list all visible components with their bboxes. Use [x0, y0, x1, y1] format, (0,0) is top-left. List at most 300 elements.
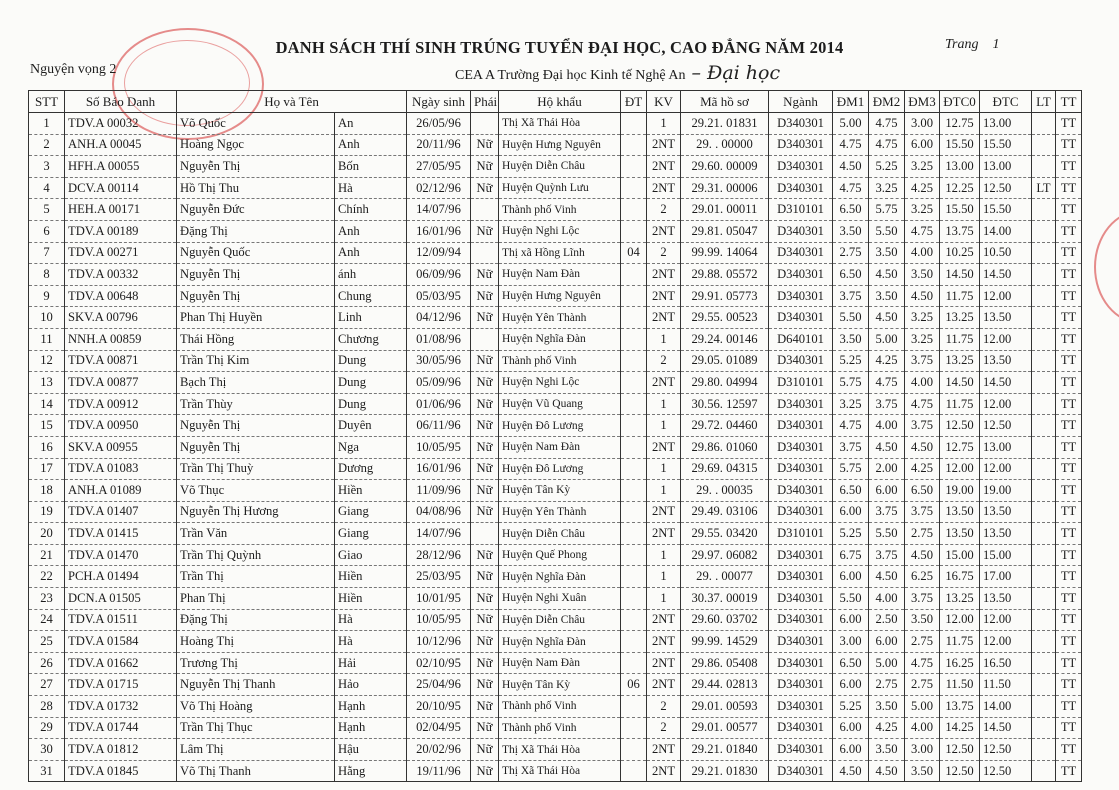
major-code-cell: D310101 [769, 523, 833, 545]
tt-flag-cell: TT [1056, 631, 1082, 653]
candidate-id-cell: HFH.A 00055 [65, 156, 177, 178]
stt-cell: 24 [29, 609, 65, 631]
candidate-id-cell: TDV.A 00871 [65, 350, 177, 372]
tt-flag-cell: TT [1056, 544, 1082, 566]
score-3-cell: 2.75 [905, 523, 940, 545]
residence-cell: Huyện Hưng Nguyên [499, 285, 621, 307]
region-cell: 1 [647, 566, 681, 588]
total-raw-cell: 19.00 [940, 480, 980, 502]
surname-middle-cell: Thái Hồng [177, 328, 335, 350]
residence-cell: Thành phố Vinh [499, 199, 621, 221]
region-cell: 2NT [647, 501, 681, 523]
score-2-cell: 3.75 [869, 393, 905, 415]
region-cell: 2NT [647, 134, 681, 156]
lt-flag-cell [1032, 264, 1056, 286]
total-raw-cell: 15.50 [940, 199, 980, 221]
region-cell: 2NT [647, 674, 681, 696]
score-1-cell: 6.75 [833, 544, 869, 566]
file-code-cell: 29.81. 05047 [681, 220, 769, 242]
residence-cell: Thị Xã Thái Hòa [499, 113, 621, 135]
priority-group-cell [621, 199, 647, 221]
header-lt-flag: LT [1032, 91, 1056, 113]
residence-cell: Huyện Hưng Nguyên [499, 134, 621, 156]
candidate-id-cell: PCH.A 01494 [65, 566, 177, 588]
tt-flag-cell: TT [1056, 113, 1082, 135]
stt-cell: 3 [29, 156, 65, 178]
priority-group-cell [621, 566, 647, 588]
total-cell: 12.50 [980, 739, 1032, 761]
priority-group-cell [621, 285, 647, 307]
given-name-cell: Duyên [335, 415, 407, 437]
surname-middle-cell: Hoàng Thị [177, 631, 335, 653]
residence-cell: Huyện Nam Đàn [499, 652, 621, 674]
score-2-cell: 4.75 [869, 113, 905, 135]
tt-flag-cell: TT [1056, 242, 1082, 264]
score-1-cell: 3.50 [833, 328, 869, 350]
file-code-cell: 29.88. 05572 [681, 264, 769, 286]
residence-cell: Huyện Nam Đàn [499, 436, 621, 458]
score-2-cell: 6.00 [869, 631, 905, 653]
score-2-cell: 5.50 [869, 220, 905, 242]
file-code-cell: 29.05. 01089 [681, 350, 769, 372]
tt-flag-cell: TT [1056, 652, 1082, 674]
given-name-cell: Hải [335, 652, 407, 674]
total-cell: 12.00 [980, 631, 1032, 653]
residence-cell: Huyện Nam Đàn [499, 264, 621, 286]
table-row [29, 285, 1082, 307]
surname-middle-cell: Trần Thị Thục [177, 717, 335, 739]
region-cell: 2 [647, 242, 681, 264]
surname-middle-cell: Trần Thị Quỳnh [177, 544, 335, 566]
major-code-cell: D340301 [769, 609, 833, 631]
residence-cell: Huyện Nghi Lộc [499, 372, 621, 394]
surname-middle-cell: Trương Thị [177, 652, 335, 674]
region-cell: 2NT [647, 760, 681, 782]
major-code-cell: D340301 [769, 696, 833, 718]
stt-cell: 13 [29, 372, 65, 394]
major-code-cell: D310101 [769, 199, 833, 221]
stt-cell: 18 [29, 480, 65, 502]
score-1-cell: 3.50 [833, 220, 869, 242]
score-3-cell: 3.25 [905, 156, 940, 178]
gender-cell: Nữ [471, 177, 499, 199]
tt-flag-cell: TT [1056, 156, 1082, 178]
score-3-cell: 6.25 [905, 566, 940, 588]
stt-cell: 4 [29, 177, 65, 199]
table-row [29, 458, 1082, 480]
tt-flag-cell: TT [1056, 760, 1082, 782]
candidate-id-cell: NNH.A 00859 [65, 328, 177, 350]
total-raw-cell: 16.25 [940, 652, 980, 674]
gender-cell: Nữ [471, 393, 499, 415]
candidate-id-cell: TDV.A 01584 [65, 631, 177, 653]
major-code-cell: D340301 [769, 544, 833, 566]
major-code-cell: D340301 [769, 177, 833, 199]
major-code-cell: D340301 [769, 739, 833, 761]
page-indicator [945, 37, 999, 53]
score-3-cell: 5.00 [905, 696, 940, 718]
table-row [29, 436, 1082, 458]
priority-group-cell [621, 609, 647, 631]
file-code-cell: 29.55. 00523 [681, 307, 769, 329]
surname-middle-cell: Đặng Thị [177, 220, 335, 242]
birth-date-cell: 25/04/96 [407, 674, 471, 696]
tt-flag-cell: TT [1056, 523, 1082, 545]
lt-flag-cell [1032, 285, 1056, 307]
birth-date-cell: 10/01/95 [407, 588, 471, 610]
surname-middle-cell: Võ Thị Hoàng [177, 696, 335, 718]
score-3-cell: 3.00 [905, 113, 940, 135]
candidate-id-cell: TDV.A 01083 [65, 458, 177, 480]
score-1-cell: 6.00 [833, 674, 869, 696]
total-raw-cell: 11.75 [940, 285, 980, 307]
file-code-cell: 29. . 00077 [681, 566, 769, 588]
priority-group-cell [621, 652, 647, 674]
total-raw-cell: 15.00 [940, 544, 980, 566]
tt-flag-cell: TT [1056, 199, 1082, 221]
candidate-id-cell: TDV.A 00032 [65, 113, 177, 135]
candidate-id-cell: TDV.A 00189 [65, 220, 177, 242]
residence-cell: Thành phố Vinh [499, 350, 621, 372]
lt-flag-cell [1032, 588, 1056, 610]
score-3-cell: 4.50 [905, 544, 940, 566]
surname-middle-cell: Bạch Thị [177, 372, 335, 394]
surname-middle-cell: Phan Thị [177, 588, 335, 610]
candidate-id-cell: ANH.A 00045 [65, 134, 177, 156]
residence-cell: Huyện Diễn Châu [499, 156, 621, 178]
table-row [29, 307, 1082, 329]
major-code-cell: D340301 [769, 652, 833, 674]
lt-flag-cell [1032, 631, 1056, 653]
stt-cell: 16 [29, 436, 65, 458]
score-2-cell: 3.50 [869, 696, 905, 718]
major-code-cell: D340301 [769, 436, 833, 458]
lt-flag-cell [1032, 436, 1056, 458]
major-code-cell: D340301 [769, 588, 833, 610]
priority-group-cell [621, 501, 647, 523]
region-cell: 2 [647, 350, 681, 372]
total-raw-cell: 12.00 [940, 609, 980, 631]
total-raw-cell: 15.50 [940, 134, 980, 156]
residence-cell: Huyện Yên Thành [499, 501, 621, 523]
major-code-cell: D340301 [769, 220, 833, 242]
birth-date-cell: 06/09/96 [407, 264, 471, 286]
score-3-cell: 3.50 [905, 609, 940, 631]
candidate-id-cell: TDV.A 00332 [65, 264, 177, 286]
stt-cell: 12 [29, 350, 65, 372]
admission-table [28, 90, 1082, 782]
region-cell: 2NT [647, 609, 681, 631]
birth-date-cell: 05/09/96 [407, 372, 471, 394]
score-3-cell: 3.75 [905, 501, 940, 523]
table-row [29, 566, 1082, 588]
total-cell: 12.50 [980, 177, 1032, 199]
score-1-cell: 4.75 [833, 415, 869, 437]
file-code-cell: 29.60. 03702 [681, 609, 769, 631]
birth-date-cell: 02/12/96 [407, 177, 471, 199]
score-2-cell: 3.50 [869, 739, 905, 761]
tt-flag-cell: TT [1056, 458, 1082, 480]
lt-flag-cell [1032, 134, 1056, 156]
file-code-cell: 29.01. 00011 [681, 199, 769, 221]
surname-middle-cell: Trần Thị [177, 566, 335, 588]
score-3-cell: 4.25 [905, 177, 940, 199]
priority-group-cell [621, 523, 647, 545]
candidate-id-cell: SKV.A 00796 [65, 307, 177, 329]
total-cell: 14.00 [980, 696, 1032, 718]
region-cell: 2NT [647, 739, 681, 761]
file-code-cell: 29.55. 03420 [681, 523, 769, 545]
table-row [29, 523, 1082, 545]
total-cell: 16.50 [980, 652, 1032, 674]
score-3-cell: 4.75 [905, 393, 940, 415]
score-1-cell: 6.50 [833, 652, 869, 674]
score-2-cell: 5.50 [869, 523, 905, 545]
table-row [29, 242, 1082, 264]
major-code-cell: D310101 [769, 372, 833, 394]
surname-middle-cell: Võ Quốc [177, 113, 335, 135]
table-row [29, 328, 1082, 350]
priority-group-cell [621, 156, 647, 178]
header-file-code: Mã hồ sơ [681, 91, 769, 113]
residence-cell: Huyện Nghi Xuân [499, 588, 621, 610]
tt-flag-cell: TT [1056, 393, 1082, 415]
lt-flag-cell [1032, 566, 1056, 588]
table-row [29, 544, 1082, 566]
candidate-id-cell: TDV.A 00648 [65, 285, 177, 307]
handwritten-level: – Đại học [691, 62, 781, 84]
header-gender: Phái [471, 91, 499, 113]
score-2-cell: 5.00 [869, 328, 905, 350]
birth-date-cell: 19/11/96 [407, 760, 471, 782]
priority-group-cell [621, 739, 647, 761]
score-3-cell: 3.00 [905, 739, 940, 761]
total-cell: 14.50 [980, 264, 1032, 286]
score-2-cell: 4.00 [869, 588, 905, 610]
score-3-cell: 4.00 [905, 372, 940, 394]
header-birth-date: Ngày sinh [407, 91, 471, 113]
stt-cell: 28 [29, 696, 65, 718]
total-raw-cell: 14.25 [940, 717, 980, 739]
header-score-1: ĐM1 [833, 91, 869, 113]
total-cell: 12.00 [980, 393, 1032, 415]
candidate-id-cell: SKV.A 00955 [65, 436, 177, 458]
gender-cell: Nữ [471, 696, 499, 718]
score-2-cell: 4.25 [869, 717, 905, 739]
surname-middle-cell: Đặng Thị [177, 609, 335, 631]
total-raw-cell: 11.75 [940, 393, 980, 415]
score-2-cell: 6.00 [869, 480, 905, 502]
residence-cell: Huyện Quỳnh Lưu [499, 177, 621, 199]
score-3-cell: 6.00 [905, 134, 940, 156]
score-1-cell: 3.25 [833, 393, 869, 415]
birth-date-cell: 14/07/96 [407, 523, 471, 545]
table-row [29, 264, 1082, 286]
birth-date-cell: 16/01/96 [407, 220, 471, 242]
stt-cell: 11 [29, 328, 65, 350]
lt-flag-cell [1032, 328, 1056, 350]
gender-cell: Nữ [471, 717, 499, 739]
given-name-cell: An [335, 113, 407, 135]
score-2-cell: 2.75 [869, 674, 905, 696]
file-code-cell: 29.31. 00006 [681, 177, 769, 199]
total-raw-cell: 13.75 [940, 696, 980, 718]
residence-cell: Thị xã Hồng Lĩnh [499, 242, 621, 264]
total-cell: 13.50 [980, 350, 1032, 372]
header-major-code: Ngành [769, 91, 833, 113]
priority-group-cell [621, 696, 647, 718]
given-name-cell: Anh [335, 242, 407, 264]
major-code-cell: D340301 [769, 566, 833, 588]
total-cell: 14.50 [980, 717, 1032, 739]
table-row [29, 199, 1082, 221]
total-cell: 13.00 [980, 156, 1032, 178]
gender-cell: Nữ [471, 501, 499, 523]
surname-middle-cell: Trần Thị Thuỳ [177, 458, 335, 480]
region-cell: 2NT [647, 436, 681, 458]
score-2-cell: 4.50 [869, 760, 905, 782]
birth-date-cell: 11/09/96 [407, 480, 471, 502]
major-code-cell: D340301 [769, 242, 833, 264]
stt-cell: 6 [29, 220, 65, 242]
priority-group-cell [621, 436, 647, 458]
residence-cell: Huyện Nghi Lộc [499, 220, 621, 242]
file-code-cell: 30.37. 00019 [681, 588, 769, 610]
surname-middle-cell: Võ Thị Thanh [177, 760, 335, 782]
major-code-cell: D340301 [769, 393, 833, 415]
priority-group-cell [621, 393, 647, 415]
total-cell: 19.00 [980, 480, 1032, 502]
score-3-cell: 3.25 [905, 307, 940, 329]
table-row [29, 739, 1082, 761]
total-cell: 12.00 [980, 285, 1032, 307]
residence-cell: Huyện Yên Thành [499, 307, 621, 329]
score-1-cell: 6.50 [833, 199, 869, 221]
total-raw-cell: 12.75 [940, 113, 980, 135]
file-code-cell: 29.80. 04994 [681, 372, 769, 394]
header-priority-group: ĐT [621, 91, 647, 113]
candidate-id-cell: TDV.A 01415 [65, 523, 177, 545]
score-1-cell: 6.00 [833, 566, 869, 588]
table-row [29, 156, 1082, 178]
surname-middle-cell: Nguyễn Thị [177, 264, 335, 286]
region-cell: 1 [647, 544, 681, 566]
given-name-cell: Hạnh [335, 696, 407, 718]
given-name-cell: Giang [335, 501, 407, 523]
priority-group-cell [621, 631, 647, 653]
lt-flag-cell [1032, 242, 1056, 264]
surname-middle-cell: Nguyễn Thị [177, 285, 335, 307]
stt-cell: 15 [29, 415, 65, 437]
total-cell: 15.50 [980, 134, 1032, 156]
surname-middle-cell: Trần Thị Kim [177, 350, 335, 372]
file-code-cell: 29.97. 06082 [681, 544, 769, 566]
lt-flag-cell [1032, 652, 1056, 674]
total-raw-cell: 12.00 [940, 458, 980, 480]
stt-cell: 17 [29, 458, 65, 480]
tt-flag-cell: TT [1056, 436, 1082, 458]
stt-cell: 31 [29, 760, 65, 782]
birth-date-cell: 30/05/96 [407, 350, 471, 372]
stt-cell: 19 [29, 501, 65, 523]
gender-cell [471, 328, 499, 350]
given-name-cell: Hiền [335, 566, 407, 588]
given-name-cell: Hiền [335, 588, 407, 610]
priority-group-cell [621, 544, 647, 566]
score-3-cell: 3.25 [905, 328, 940, 350]
major-code-cell: D340301 [769, 350, 833, 372]
score-2-cell: 3.75 [869, 544, 905, 566]
score-1-cell: 5.50 [833, 307, 869, 329]
birth-date-cell: 04/08/96 [407, 501, 471, 523]
file-code-cell: 29. . 00035 [681, 480, 769, 502]
total-raw-cell: 11.75 [940, 631, 980, 653]
file-code-cell: 29.60. 00009 [681, 156, 769, 178]
region-cell: 2NT [647, 220, 681, 242]
lt-flag-cell [1032, 523, 1056, 545]
stt-cell: 25 [29, 631, 65, 653]
file-code-cell: 29.01. 00593 [681, 696, 769, 718]
table-row [29, 372, 1082, 394]
given-name-cell: Hà [335, 177, 407, 199]
score-2-cell: 5.75 [869, 199, 905, 221]
birth-date-cell: 04/12/96 [407, 307, 471, 329]
lt-flag-cell [1032, 350, 1056, 372]
table-header-row [29, 91, 1082, 113]
gender-cell [471, 199, 499, 221]
surname-middle-cell: Phan Thị Huyền [177, 307, 335, 329]
major-code-cell: D340301 [769, 156, 833, 178]
gender-cell: Nữ [471, 566, 499, 588]
header-region: KV [647, 91, 681, 113]
table-row [29, 480, 1082, 502]
lt-flag-cell [1032, 458, 1056, 480]
score-1-cell: 2.75 [833, 242, 869, 264]
given-name-cell: Bốn [335, 156, 407, 178]
region-cell: 2 [647, 717, 681, 739]
score-1-cell: 5.75 [833, 372, 869, 394]
priority-group-cell [621, 307, 647, 329]
lt-flag-cell [1032, 220, 1056, 242]
file-code-cell: 29.86. 05408 [681, 652, 769, 674]
score-1-cell: 5.00 [833, 113, 869, 135]
lt-flag-cell [1032, 609, 1056, 631]
total-raw-cell: 13.75 [940, 220, 980, 242]
surname-middle-cell: Trần Thùy [177, 393, 335, 415]
score-2-cell: 4.75 [869, 372, 905, 394]
tt-flag-cell: TT [1056, 739, 1082, 761]
score-2-cell: 5.25 [869, 156, 905, 178]
residence-cell: Huyện Tân Kỳ [499, 480, 621, 502]
lt-flag-cell: LT [1032, 177, 1056, 199]
region-cell: 2NT [647, 523, 681, 545]
stt-cell: 14 [29, 393, 65, 415]
score-1-cell: 5.75 [833, 458, 869, 480]
region-cell: 1 [647, 415, 681, 437]
tt-flag-cell: TT [1056, 674, 1082, 696]
candidate-id-cell: TDV.A 00912 [65, 393, 177, 415]
gender-cell: Nữ [471, 588, 499, 610]
gender-cell: Nữ [471, 609, 499, 631]
given-name-cell: Chương [335, 328, 407, 350]
priority-group-cell [621, 328, 647, 350]
score-3-cell: 2.75 [905, 674, 940, 696]
school-line [455, 62, 780, 84]
priority-group-cell: 06 [621, 674, 647, 696]
region-cell: 1 [647, 113, 681, 135]
major-code-cell: D340301 [769, 307, 833, 329]
stt-cell: 23 [29, 588, 65, 610]
